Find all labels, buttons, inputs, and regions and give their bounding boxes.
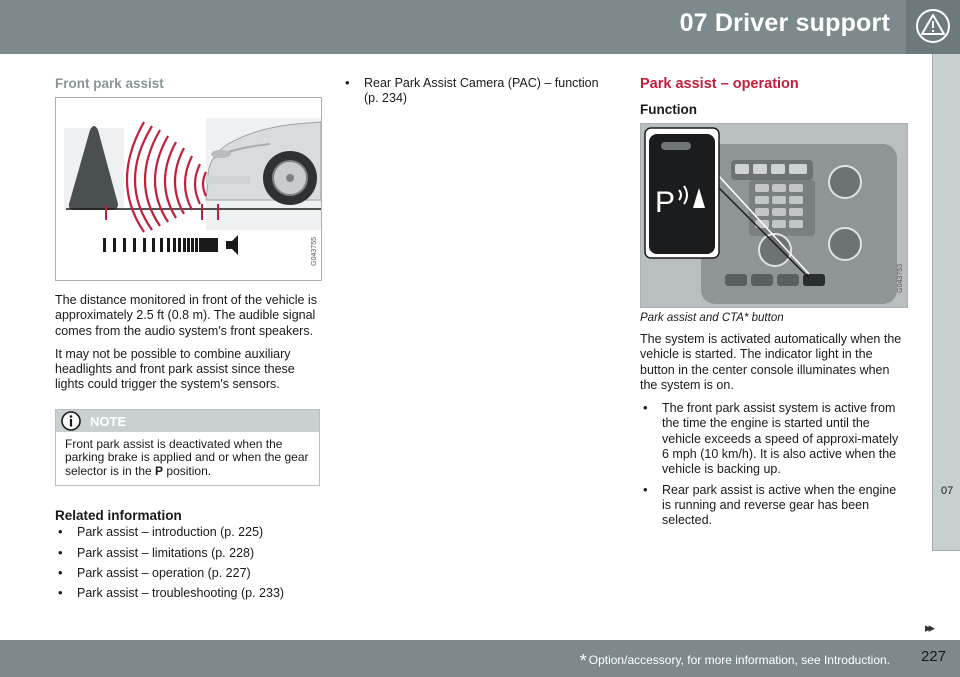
list-item: • Rear park assist is active when the engine is running and reverse gear has been selected. (643, 481, 897, 528)
info-icon (60, 410, 82, 432)
related-information-list (55, 525, 320, 601)
park-assist-operation-heading: Park assist – operation (640, 76, 799, 92)
related-information-list-continued (342, 76, 612, 107)
park-assist-diagram (56, 98, 321, 280)
note-text: Front park assist is deactivated when the parking brake is applied and or when the gear selector is in the P position. (65, 436, 309, 478)
figure-code: G043753 (897, 264, 904, 293)
function-subheading: Function (640, 102, 697, 117)
left-column (55, 76, 320, 606)
park-assist-button-symbol: P (655, 186, 676, 219)
front-park-assist-heading: Front park assist (55, 76, 164, 91)
front-park-assist-illustration (55, 97, 322, 281)
console-diagram (641, 124, 907, 307)
warning-box (906, 0, 960, 54)
paragraph: The distance monitored in front of the vehicle is approximately 2.5 ft (0.8 m). The audible signal comes from the audio system's front speakers. (55, 293, 317, 338)
list-item: • The front park assist system is active from the time the engine is started until the vehicle exceeds a speed of approxi-mately 6 mph (10 km/h). It is also active when the vehicle is backing up. (643, 400, 899, 477)
chapter-side-tab-label: 07 (941, 485, 954, 497)
figure-code: G043755 (311, 237, 318, 266)
paragraph: The system is activated automatically when the vehicle is started. The indicator light in the button in the center console illuminates when the system is on. (640, 332, 902, 392)
page-number: 227 (920, 648, 946, 665)
footnote: * Option/accessory, for more information, see Introduction. (579, 651, 890, 671)
note-header (56, 410, 319, 432)
middle-column (342, 76, 612, 112)
list-item[interactable]: • Park assist – limitations (p. 228) (58, 544, 255, 560)
list-item[interactable]: • Rear Park Assist Camera (PAC) – function (p. 234) (345, 75, 599, 106)
right-column (640, 76, 908, 534)
function-list (640, 401, 908, 528)
figure-caption: Park assist and CTA* button (640, 312, 784, 324)
chapter-side-tab (932, 54, 960, 551)
center-console-illustration (640, 123, 908, 308)
note-label: NOTE (90, 413, 127, 429)
list-item[interactable]: • Park assist – troubleshooting (p. 233) (58, 585, 285, 601)
related-information-heading: Related information (55, 508, 182, 524)
list-item[interactable]: • Park assist – operation (p. 227) (58, 564, 251, 580)
warning-triangle-icon (915, 8, 951, 44)
chapter-title: 07 Driver support (679, 9, 890, 37)
double-chevron-right-icon[interactable]: ▸▸ (925, 620, 933, 635)
note-box (55, 409, 320, 487)
list-item[interactable]: • Park assist – introduction (p. 225) (58, 524, 264, 540)
paragraph: It may not be possible to combine auxiliary headlights and front park assist since these lights could trigger the system's sensors. (55, 346, 295, 392)
